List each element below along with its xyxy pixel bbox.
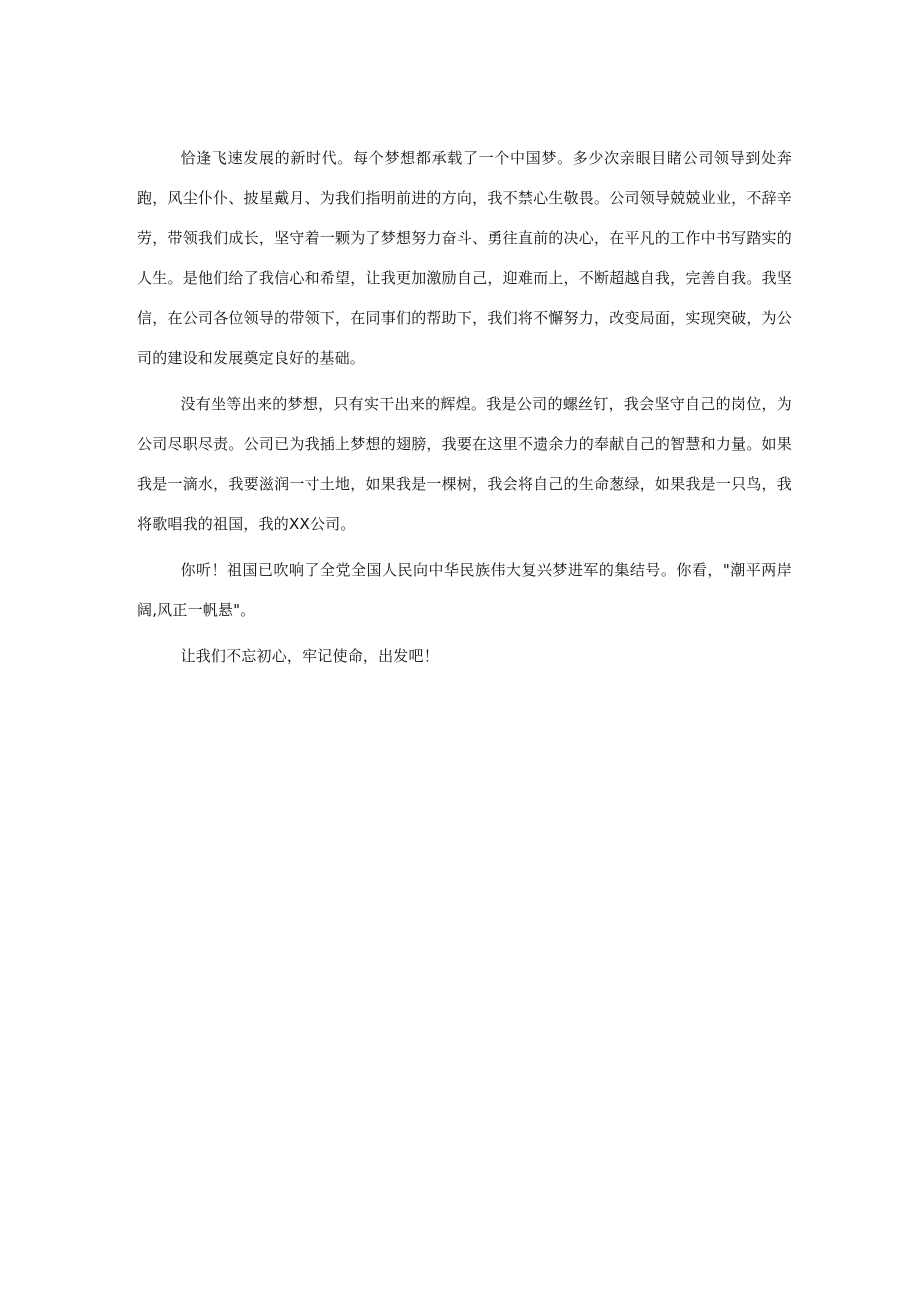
paragraph-1: 恰逢飞速发展的新时代。每个梦想都承载了一个中国梦。多少次亲眼目睹公司领导到处奔跑，风尘仆仆、披星戴月、为我们指明前进的方向，我不禁心生敬畏。公司领导兢兢业业，不辞辛劳，带领我们成长，坚守着一颗为了梦想努力奋斗、勇往直前的决心，在平凡的工作中书写踏实的人生。是他们给了我信心和希望，让我更加激励自己，迎难而上，不断超越自我，完善自我。我坚信，在公司各位领导的带领下，在同事们的帮助下，我们将不懈努力，改变局面，实现突破，为公司的建设和发展奠定良好的基础。 <box>137 149 792 367</box>
document-body <box>137 138 792 682</box>
paragraph-3: 你听！祖国已吹响了全党全国人民向中华民族伟大复兴梦进军的集结号。你看，"潮平两岸阔,风正一帆悬"。 <box>137 561 792 619</box>
paragraph-4: 让我们不忘初心，牢记使命，出发吧！ <box>180 647 439 665</box>
paragraph-2: 没有坐等出来的梦想，只有实干出来的辉煌。我是公司的螺丝钉，我会坚守自己的岗位，为公司尽职尽责。公司已为我插上梦想的翅膀，我要在这里不遗余力的奉献自己的智慧和力量。如果我是一滴水，我要滋润一寸土地，如果我是一棵树，我会将自己的生命葱绿，如果我是一只鸟，我将歌唱我的祖国，我的XX公司。 <box>137 395 792 533</box>
